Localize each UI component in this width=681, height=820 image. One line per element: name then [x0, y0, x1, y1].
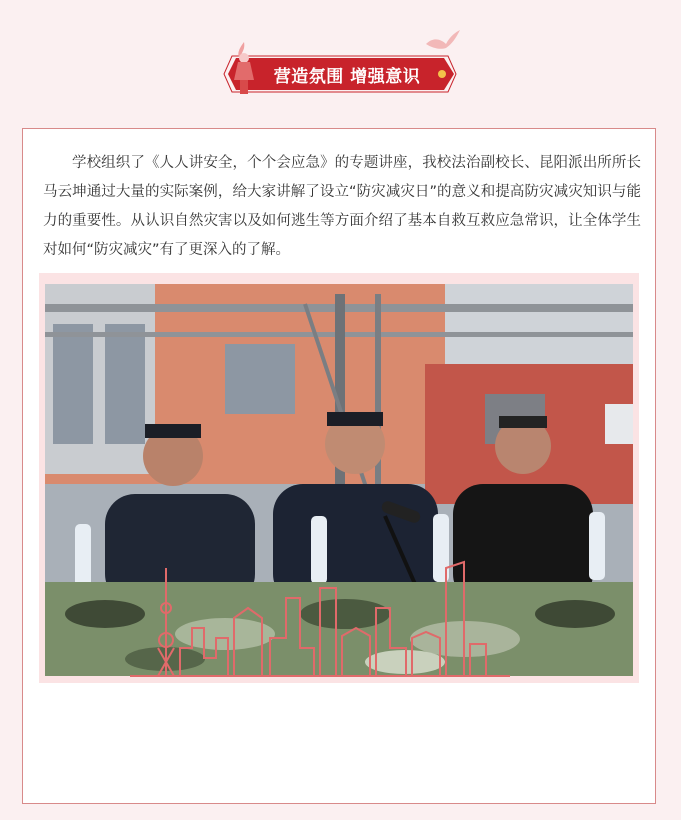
skyline-illustration — [130, 548, 510, 678]
article-paragraph: 学校组织了《人人讲安全，个个会应急》的专题讲座，我校法治副校长、昆阳派出所所长马云坤通过大量的实际案例，给大家讲解了设立“防灾减灾日”的意义和提高防灾减灾知识与能力的重要性。从认识自然灾害以及如何逃生等方面介绍了基本自救互救应急常识，让全体学生对如何“防灾减灾”有了更深入的了解。 — [43, 155, 641, 258]
section-title: 营造氛围 增强意识 — [273, 67, 421, 87]
footer-band — [0, 804, 681, 820]
content-card — [22, 128, 656, 804]
section-banner — [222, 54, 457, 94]
dove-icon — [422, 26, 462, 56]
torch-icon — [224, 40, 264, 96]
